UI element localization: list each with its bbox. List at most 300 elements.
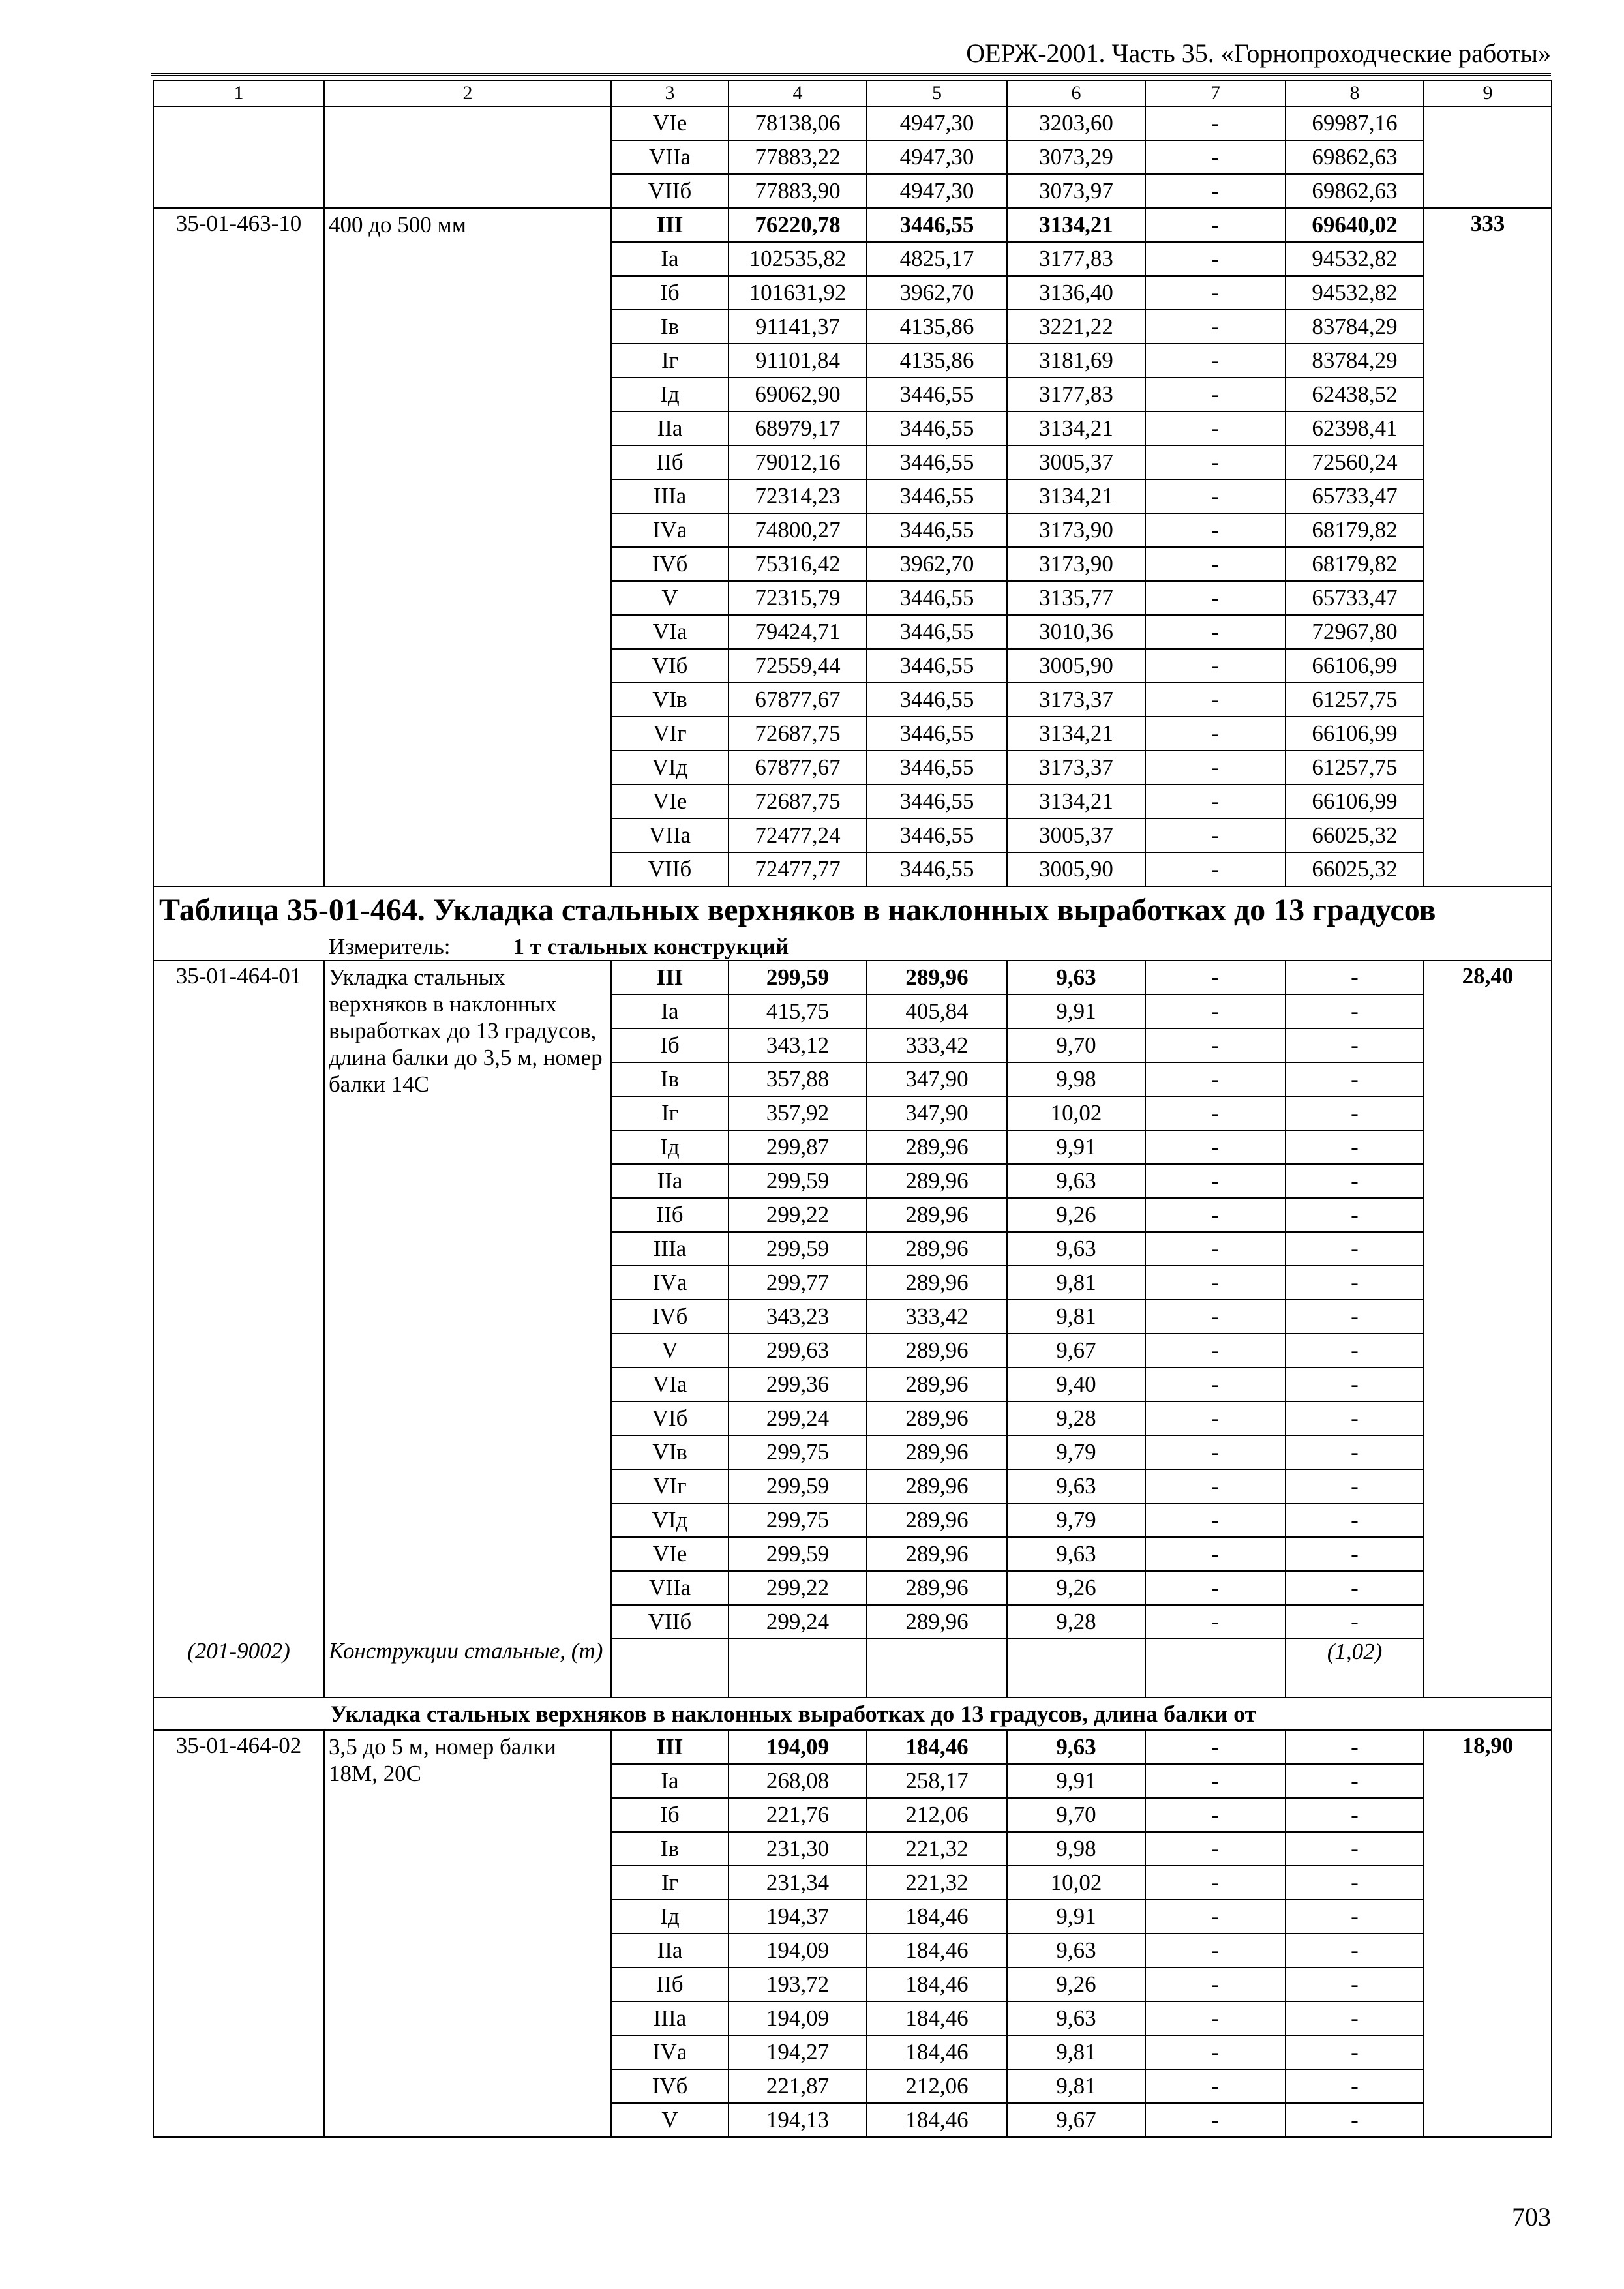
machines-cell: 9,63 xyxy=(1007,1730,1145,1764)
driver-wages-cell: - xyxy=(1145,1130,1286,1164)
wages-cell: 289,96 xyxy=(867,1130,1007,1164)
total-cost-cell: 221,87 xyxy=(729,2069,867,2103)
driver-wages-cell: - xyxy=(1145,818,1286,852)
materials-cell: 62438,52 xyxy=(1286,378,1424,411)
materials-cell: 69862,63 xyxy=(1286,140,1424,174)
materials-cell: - xyxy=(1286,1164,1424,1198)
machines-cell: 10,02 xyxy=(1007,1096,1145,1130)
category-cell: VIIб xyxy=(611,852,729,886)
wages-cell: 289,96 xyxy=(867,1266,1007,1300)
machines-cell: 9,63 xyxy=(1007,1232,1145,1266)
total-cost-cell: 415,75 xyxy=(729,995,867,1028)
materials-cell: - xyxy=(1286,1605,1424,1639)
driver-wages-cell: - xyxy=(1145,344,1286,378)
category-cell: IVб xyxy=(611,547,729,581)
machines-cell: 9,91 xyxy=(1007,1900,1145,1934)
machines-cell: 9,63 xyxy=(1007,1164,1145,1198)
wages-cell: 3446,55 xyxy=(867,615,1007,649)
materials-cell: - xyxy=(1286,1130,1424,1164)
rates-table xyxy=(153,80,1552,2138)
materials-cell: - xyxy=(1286,1096,1424,1130)
driver-wages-cell: - xyxy=(1145,1300,1286,1334)
machines-cell: 3203,60 xyxy=(1007,106,1145,140)
driver-wages-cell: - xyxy=(1145,1096,1286,1130)
total-cost-cell: 67877,67 xyxy=(729,683,867,717)
driver-wages-cell: - xyxy=(1145,649,1286,683)
materials-cell: 69987,16 xyxy=(1286,106,1424,140)
rate-code: 35-01-463-10 xyxy=(153,208,324,886)
category-cell: VIв xyxy=(611,1435,729,1469)
materials-cell: 69862,63 xyxy=(1286,174,1424,208)
category-cell: VIIб xyxy=(611,1605,729,1639)
wages-cell: 3446,55 xyxy=(867,852,1007,886)
materials-cell: - xyxy=(1286,1503,1424,1537)
wages-cell: 289,96 xyxy=(867,1368,1007,1401)
column-number: 1 xyxy=(153,80,324,106)
materials-cell: - xyxy=(1286,1764,1424,1798)
category-cell: Iд xyxy=(611,1130,729,1164)
category-cell: Iа xyxy=(611,1764,729,1798)
machines-cell: 3135,77 xyxy=(1007,581,1145,615)
category-cell: IVа xyxy=(611,2035,729,2069)
materials-cell: - xyxy=(1286,1866,1424,1900)
measure-row xyxy=(153,934,1552,961)
materials-cell: - xyxy=(1286,1967,1424,2001)
machines-cell: 10,02 xyxy=(1007,1866,1145,1900)
materials-cell: 61257,75 xyxy=(1286,683,1424,717)
total-cost-cell: 299,59 xyxy=(729,1469,867,1503)
machines-cell: 9,79 xyxy=(1007,1435,1145,1469)
wages-cell: 184,46 xyxy=(867,2001,1007,2035)
materials-cell: - xyxy=(1286,2069,1424,2103)
table-title: Таблица 35-01-464. Укладка стальных верхняков в наклонных выработках до 13 градусов xyxy=(153,886,1552,934)
resource-empty-cell xyxy=(1007,1639,1145,1698)
category-cell: IVа xyxy=(611,513,729,547)
machines-cell: 9,26 xyxy=(1007,1198,1145,1232)
total-cost-cell: 343,23 xyxy=(729,1300,867,1334)
driver-wages-cell: - xyxy=(1145,276,1286,310)
total-cost-cell: 299,24 xyxy=(729,1401,867,1435)
category-cell: VIг xyxy=(611,1469,729,1503)
category-cell: VIд xyxy=(611,1503,729,1537)
category-cell: VIе xyxy=(611,106,729,140)
total-cost-cell: 72687,75 xyxy=(729,785,867,818)
total-cost-cell: 75316,42 xyxy=(729,547,867,581)
category-cell: Iв xyxy=(611,310,729,344)
wages-cell: 4135,86 xyxy=(867,344,1007,378)
total-cost-cell: 299,75 xyxy=(729,1435,867,1469)
wages-cell: 4947,30 xyxy=(867,140,1007,174)
category-cell: Iа xyxy=(611,995,729,1028)
category-cell: IIа xyxy=(611,411,729,445)
driver-wages-cell: - xyxy=(1145,1537,1286,1571)
driver-wages-cell: - xyxy=(1145,1730,1286,1764)
machines-cell: 3010,36 xyxy=(1007,615,1145,649)
machines-cell: 9,26 xyxy=(1007,1967,1145,2001)
column-number: 6 xyxy=(1007,80,1145,106)
machines-cell: 9,81 xyxy=(1007,1300,1145,1334)
wages-cell: 184,46 xyxy=(867,2035,1007,2069)
machines-cell: 3173,90 xyxy=(1007,547,1145,581)
driver-wages-cell: - xyxy=(1145,2069,1286,2103)
labor-units: 18,90 xyxy=(1424,1730,1552,2137)
machines-cell: 9,63 xyxy=(1007,961,1145,995)
driver-wages-cell: - xyxy=(1145,208,1286,242)
rate-code xyxy=(153,106,324,208)
driver-wages-cell: - xyxy=(1145,1934,1286,1967)
resource-empty-cell xyxy=(729,1639,867,1698)
wages-cell: 333,42 xyxy=(867,1300,1007,1334)
column-number: 9 xyxy=(1424,80,1552,106)
machines-cell: 9,79 xyxy=(1007,1503,1145,1537)
rate-description: Укладка стальных верхняков в наклонных выработках до 13 градусов, длина балки до 3,5 м, номер балки 14С xyxy=(324,961,611,1639)
total-cost-cell: 102535,82 xyxy=(729,242,867,276)
total-cost-cell: 299,22 xyxy=(729,1571,867,1605)
materials-cell: - xyxy=(1286,1798,1424,1832)
category-cell: Iг xyxy=(611,1866,729,1900)
machines-cell: 9,91 xyxy=(1007,1764,1145,1798)
category-cell: Iд xyxy=(611,378,729,411)
category-cell: IVб xyxy=(611,2069,729,2103)
resource-name: Конструкции стальные, (т) xyxy=(324,1639,611,1698)
total-cost-cell: 72314,23 xyxy=(729,479,867,513)
wages-cell: 212,06 xyxy=(867,2069,1007,2103)
machines-cell: 3221,22 xyxy=(1007,310,1145,344)
machines-cell: 9,63 xyxy=(1007,1537,1145,1571)
total-cost-cell: 268,08 xyxy=(729,1764,867,1798)
driver-wages-cell: - xyxy=(1145,1967,1286,2001)
driver-wages-cell: - xyxy=(1145,852,1286,886)
total-cost-cell: 194,09 xyxy=(729,1934,867,1967)
total-cost-cell: 299,87 xyxy=(729,1130,867,1164)
driver-wages-cell: - xyxy=(1145,1028,1286,1062)
machines-cell: 9,26 xyxy=(1007,1571,1145,1605)
driver-wages-cell: - xyxy=(1145,140,1286,174)
category-cell: VIг xyxy=(611,717,729,751)
category-cell: Iб xyxy=(611,1028,729,1062)
table-row xyxy=(153,1730,1552,1764)
resource-code: (201-9002) xyxy=(153,1639,324,1698)
machines-cell: 3005,90 xyxy=(1007,852,1145,886)
driver-wages-cell: - xyxy=(1145,717,1286,751)
driver-wages-cell: - xyxy=(1145,1435,1286,1469)
category-cell: VIIа xyxy=(611,818,729,852)
total-cost-cell: 299,59 xyxy=(729,1164,867,1198)
driver-wages-cell: - xyxy=(1145,1401,1286,1435)
machines-cell: 3181,69 xyxy=(1007,344,1145,378)
materials-cell: - xyxy=(1286,1435,1424,1469)
wages-cell: 289,96 xyxy=(867,1503,1007,1537)
machines-cell: 9,98 xyxy=(1007,1062,1145,1096)
materials-cell: - xyxy=(1286,1334,1424,1368)
rate-code: 35-01-464-01 xyxy=(153,961,324,1639)
wages-cell: 289,96 xyxy=(867,1571,1007,1605)
driver-wages-cell: - xyxy=(1145,581,1286,615)
wages-cell: 3962,70 xyxy=(867,276,1007,310)
total-cost-cell: 91141,37 xyxy=(729,310,867,344)
category-cell: IVб xyxy=(611,1300,729,1334)
total-cost-cell: 72477,24 xyxy=(729,818,867,852)
wages-cell: 289,96 xyxy=(867,1537,1007,1571)
wages-cell: 184,46 xyxy=(867,1934,1007,1967)
driver-wages-cell: - xyxy=(1145,378,1286,411)
column-number-row xyxy=(153,80,1552,106)
materials-cell: - xyxy=(1286,1537,1424,1571)
driver-wages-cell: - xyxy=(1145,1469,1286,1503)
total-cost-cell: 357,92 xyxy=(729,1096,867,1130)
driver-wages-cell: - xyxy=(1145,1866,1286,1900)
wages-cell: 3446,55 xyxy=(867,785,1007,818)
category-cell: VIд xyxy=(611,751,729,785)
machines-cell: 3005,37 xyxy=(1007,818,1145,852)
materials-cell: 72967,80 xyxy=(1286,615,1424,649)
wages-cell: 184,46 xyxy=(867,1730,1007,1764)
driver-wages-cell: - xyxy=(1145,683,1286,717)
driver-wages-cell: - xyxy=(1145,513,1286,547)
driver-wages-cell: - xyxy=(1145,785,1286,818)
table-row xyxy=(153,961,1552,995)
total-cost-cell: 77883,90 xyxy=(729,174,867,208)
driver-wages-cell: - xyxy=(1145,1832,1286,1866)
wages-cell: 289,96 xyxy=(867,1164,1007,1198)
machines-cell: 9,81 xyxy=(1007,2035,1145,2069)
total-cost-cell: 77883,22 xyxy=(729,140,867,174)
materials-cell: - xyxy=(1286,1571,1424,1605)
driver-wages-cell: - xyxy=(1145,1232,1286,1266)
wages-cell: 221,32 xyxy=(867,1832,1007,1866)
driver-wages-cell: - xyxy=(1145,2103,1286,2137)
category-cell: IIб xyxy=(611,445,729,479)
total-cost-cell: 194,09 xyxy=(729,2001,867,2035)
driver-wages-cell: - xyxy=(1145,1266,1286,1300)
materials-cell: 69640,02 xyxy=(1286,208,1424,242)
driver-wages-cell: - xyxy=(1145,174,1286,208)
category-cell: VIа xyxy=(611,615,729,649)
total-cost-cell: 79424,71 xyxy=(729,615,867,649)
driver-wages-cell: - xyxy=(1145,1198,1286,1232)
resource-row xyxy=(153,1639,1552,1698)
rate-description: 400 до 500 мм xyxy=(324,208,611,886)
machines-cell: 3177,83 xyxy=(1007,242,1145,276)
driver-wages-cell: - xyxy=(1145,1164,1286,1198)
category-cell: VIIа xyxy=(611,140,729,174)
category-cell: Iа xyxy=(611,242,729,276)
machines-cell: 9,40 xyxy=(1007,1368,1145,1401)
wages-cell: 289,96 xyxy=(867,1605,1007,1639)
machines-cell: 9,70 xyxy=(1007,1798,1145,1832)
machines-cell: 9,98 xyxy=(1007,1832,1145,1866)
wages-cell: 289,96 xyxy=(867,1198,1007,1232)
wages-cell: 184,46 xyxy=(867,1900,1007,1934)
driver-wages-cell: - xyxy=(1145,1368,1286,1401)
driver-wages-cell: - xyxy=(1145,1334,1286,1368)
total-cost-cell: 299,59 xyxy=(729,961,867,995)
driver-wages-cell: - xyxy=(1145,1798,1286,1832)
materials-cell: - xyxy=(1286,1401,1424,1435)
wages-cell: 289,96 xyxy=(867,961,1007,995)
machines-cell: 3136,40 xyxy=(1007,276,1145,310)
wages-cell: 4825,17 xyxy=(867,242,1007,276)
wages-cell: 3446,55 xyxy=(867,378,1007,411)
total-cost-cell: 231,34 xyxy=(729,1866,867,1900)
driver-wages-cell: - xyxy=(1145,479,1286,513)
total-cost-cell: 193,72 xyxy=(729,1967,867,2001)
wages-cell: 289,96 xyxy=(867,1435,1007,1469)
materials-cell: 65733,47 xyxy=(1286,479,1424,513)
materials-cell: 62398,41 xyxy=(1286,411,1424,445)
category-cell: III xyxy=(611,208,729,242)
materials-cell: 66106,99 xyxy=(1286,785,1424,818)
wages-cell: 347,90 xyxy=(867,1096,1007,1130)
category-cell: VIе xyxy=(611,785,729,818)
wages-cell: 3446,55 xyxy=(867,751,1007,785)
materials-cell: 94532,82 xyxy=(1286,242,1424,276)
total-cost-cell: 67877,67 xyxy=(729,751,867,785)
driver-wages-cell: - xyxy=(1145,1900,1286,1934)
materials-cell: - xyxy=(1286,1266,1424,1300)
wages-cell: 4947,30 xyxy=(867,174,1007,208)
total-cost-cell: 79012,16 xyxy=(729,445,867,479)
driver-wages-cell: - xyxy=(1145,1062,1286,1096)
materials-cell: - xyxy=(1286,961,1424,995)
driver-wages-cell: - xyxy=(1145,547,1286,581)
machines-cell: 3005,37 xyxy=(1007,445,1145,479)
materials-cell: - xyxy=(1286,1198,1424,1232)
table-row xyxy=(153,106,1552,140)
wages-cell: 3446,55 xyxy=(867,581,1007,615)
materials-cell: - xyxy=(1286,1062,1424,1096)
materials-cell: - xyxy=(1286,1368,1424,1401)
machines-cell: 3005,90 xyxy=(1007,649,1145,683)
resource-empty-cell xyxy=(867,1639,1007,1698)
wages-cell: 258,17 xyxy=(867,1764,1007,1798)
rates-table-body xyxy=(153,80,1552,2137)
wages-cell: 3962,70 xyxy=(867,547,1007,581)
column-number: 2 xyxy=(324,80,611,106)
category-cell: VIе xyxy=(611,1537,729,1571)
materials-cell: 66025,32 xyxy=(1286,818,1424,852)
total-cost-cell: 357,88 xyxy=(729,1062,867,1096)
wages-cell: 3446,55 xyxy=(867,717,1007,751)
resource-amount: (1,02) xyxy=(1286,1639,1424,1698)
category-cell: IIб xyxy=(611,1198,729,1232)
materials-cell: 83784,29 xyxy=(1286,344,1424,378)
category-cell: Iг xyxy=(611,344,729,378)
machines-cell: 9,63 xyxy=(1007,2001,1145,2035)
category-cell: Iв xyxy=(611,1062,729,1096)
total-cost-cell: 76220,78 xyxy=(729,208,867,242)
total-cost-cell: 299,36 xyxy=(729,1368,867,1401)
wages-cell: 184,46 xyxy=(867,2103,1007,2137)
machines-cell: 9,91 xyxy=(1007,1130,1145,1164)
wages-cell: 289,96 xyxy=(867,1334,1007,1368)
column-number: 4 xyxy=(729,80,867,106)
driver-wages-cell: - xyxy=(1145,995,1286,1028)
machines-cell: 3173,90 xyxy=(1007,513,1145,547)
category-cell: IIа xyxy=(611,1934,729,1967)
wages-cell: 289,96 xyxy=(867,1232,1007,1266)
category-cell: III xyxy=(611,1730,729,1764)
machines-cell: 3073,97 xyxy=(1007,174,1145,208)
category-cell: IIа xyxy=(611,1164,729,1198)
wages-cell: 4947,30 xyxy=(867,106,1007,140)
machines-cell: 3134,21 xyxy=(1007,717,1145,751)
driver-wages-cell: - xyxy=(1145,242,1286,276)
materials-cell: - xyxy=(1286,1832,1424,1866)
resource-empty-cell xyxy=(1145,1639,1286,1698)
driver-wages-cell: - xyxy=(1145,1764,1286,1798)
column-number: 8 xyxy=(1286,80,1424,106)
total-cost-cell: 299,59 xyxy=(729,1537,867,1571)
driver-wages-cell: - xyxy=(1145,1605,1286,1639)
machines-cell: 9,81 xyxy=(1007,2069,1145,2103)
machines-cell: 9,81 xyxy=(1007,1266,1145,1300)
materials-cell: - xyxy=(1286,2103,1424,2137)
category-cell: IIб xyxy=(611,1967,729,2001)
column-number: 3 xyxy=(611,80,729,106)
materials-cell: - xyxy=(1286,995,1424,1028)
page-header: ОЕРЖ-2001. Часть 35. «Горнопроходческие работы» xyxy=(966,38,1551,68)
category-cell: IIIа xyxy=(611,479,729,513)
total-cost-cell: 299,75 xyxy=(729,1503,867,1537)
machines-cell: 3173,37 xyxy=(1007,683,1145,717)
total-cost-cell: 74800,27 xyxy=(729,513,867,547)
category-cell: III xyxy=(611,961,729,995)
materials-cell: 66025,32 xyxy=(1286,852,1424,886)
materials-cell: 66106,99 xyxy=(1286,649,1424,683)
category-cell: VIв xyxy=(611,683,729,717)
rate-description: 3,5 до 5 м, номер балки 18М, 20С xyxy=(324,1730,611,2137)
driver-wages-cell: - xyxy=(1145,1571,1286,1605)
total-cost-cell: 72315,79 xyxy=(729,581,867,615)
materials-cell: - xyxy=(1286,1934,1424,1967)
wages-cell: 289,96 xyxy=(867,1469,1007,1503)
machines-cell: 3134,21 xyxy=(1007,785,1145,818)
wages-cell: 405,84 xyxy=(867,995,1007,1028)
wages-cell: 3446,55 xyxy=(867,649,1007,683)
wages-cell: 221,32 xyxy=(867,1866,1007,1900)
machines-cell: 3134,21 xyxy=(1007,208,1145,242)
category-cell: Iг xyxy=(611,1096,729,1130)
measure-label: Измеритель: xyxy=(329,934,451,959)
driver-wages-cell: - xyxy=(1145,445,1286,479)
driver-wages-cell: - xyxy=(1145,2035,1286,2069)
group-subtitle: Укладка стальных верхняков в наклонных выработках до 13 градусов, длина балки от xyxy=(153,1698,1552,1730)
labor-units xyxy=(1424,106,1552,208)
wages-cell: 347,90 xyxy=(867,1062,1007,1096)
materials-cell: - xyxy=(1286,1469,1424,1503)
category-cell: Iв xyxy=(611,1832,729,1866)
driver-wages-cell: - xyxy=(1145,751,1286,785)
materials-cell: - xyxy=(1286,1232,1424,1266)
total-cost-cell: 299,63 xyxy=(729,1334,867,1368)
wages-cell: 289,96 xyxy=(867,1401,1007,1435)
table-title-row xyxy=(153,886,1552,934)
machines-cell: 3177,83 xyxy=(1007,378,1145,411)
subtitle-row xyxy=(153,1698,1552,1730)
driver-wages-cell: - xyxy=(1145,106,1286,140)
category-cell: Iд xyxy=(611,1900,729,1934)
total-cost-cell: 299,22 xyxy=(729,1198,867,1232)
measure-value: 1 т стальных конструкций xyxy=(513,934,789,959)
machines-cell: 9,91 xyxy=(1007,995,1145,1028)
materials-cell: - xyxy=(1286,2035,1424,2069)
rate-description xyxy=(324,106,611,208)
materials-cell: - xyxy=(1286,1300,1424,1334)
total-cost-cell: 299,24 xyxy=(729,1605,867,1639)
column-number: 7 xyxy=(1145,80,1286,106)
total-cost-cell: 194,27 xyxy=(729,2035,867,2069)
